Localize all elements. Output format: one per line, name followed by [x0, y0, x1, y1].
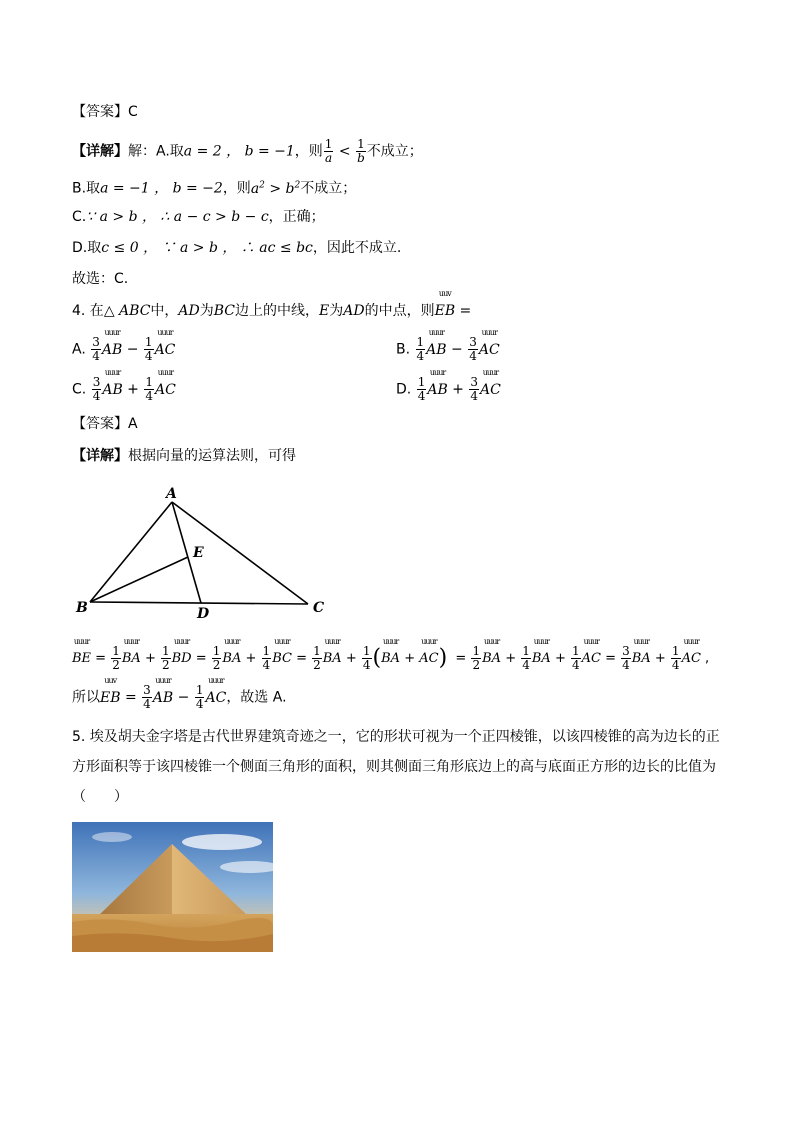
q3-detail-line-c: C.∵ a > b ， ∴ a − c > b − c，正确； [72, 209, 325, 225]
q4-option-a: A. $\frac{3}{4}$ uuur AB − $\frac{1}{4}$ uuur AC [72, 336, 175, 363]
q4-result: 所以uuv EB = $\frac{3}{4}$ uuur AB − $\frac{1}{4}$ uuur AC，故选 A. [72, 684, 287, 711]
vertex-label-d: D [197, 606, 210, 620]
vertex-label-e: E [193, 545, 204, 561]
q4-answer: 【答案】A [72, 416, 138, 432]
q4-stem: 4. 在△ ABC中，AD为BC边上的中线，E为AD的中点，则uuv EB = [72, 301, 471, 321]
pyramid-photo [72, 822, 273, 952]
q4-option-d: D. $\frac{1}{4}$ uuur AB + $\frac{3}{4}$ uuur AC [396, 376, 501, 403]
vertex-label-b: B [76, 600, 88, 616]
side-ab [90, 502, 172, 602]
q3-conclusion: 故选：C. [72, 271, 129, 287]
q4-detail: 【详解】根据向量的运算法则，可得 [72, 448, 296, 464]
q4-option-b: B. $\frac{1}{4}$ uuur AB − $\frac{3}{4}$ uuur AC [396, 336, 500, 363]
q4-option-c: C. $\frac{3}{4}$ uuur AB + $\frac{1}{4}$ uuur AC [72, 376, 176, 403]
q3-detail-line-d: D.取c ≤ 0 ， ∵ a > b ， ∴ ac ≤ bc，因此不成立. [72, 240, 402, 256]
segment-be [90, 557, 188, 602]
side-bc [90, 602, 308, 604]
q3-detail-line-a: 【详解】解：A.取a = 2 ， b = −1，则 $\frac{1}{a}$ < $\frac{1}{b}$ 不成立； [72, 137, 423, 165]
q5-stem-line-1: 5. 埃及胡夫金字塔是古代世界建筑奇迹之一，它的形状可视为一个正四棱锥，以该四棱锥的高为边长的正 [72, 729, 720, 745]
q3-detail-line-b: B.取a = −1 ， b = −2，则$a^2 > b^2$不成立； [72, 180, 357, 197]
q5-stem-line-3: （ ） [72, 789, 128, 805]
vertex-label-a: A [166, 486, 177, 502]
q3-answer: 【答案】C [72, 104, 138, 120]
triangle-figure [72, 484, 342, 620]
vertex-label-c: C [313, 600, 325, 616]
q5-stem-line-2: 方形面积等于该四棱锥一个侧面三角形的面积，则其侧面三角形底边上的高与底面正方形的边长的比值为 [72, 759, 716, 775]
q4-derivation: uuur BE = $\frac{1}{2}$ uuur BA + $\frac{1}{2}$ uuur BD = $\frac{1}{2}$ uuur BA + $\frac{1}{4}$ uuur BC = $\frac{1}{2}$ uuur BA + $\frac{1}{4}$ (uuur BA + uuur AC) = $\frac{1}{2}$ uuur BA + $\frac{1}{4}$ uuur BA + $\frac{1}{4}$ uuur AC = $\frac{3}{4}$ uuur BA + $\frac{1}{4}$ uuur AC , [72, 645, 709, 672]
